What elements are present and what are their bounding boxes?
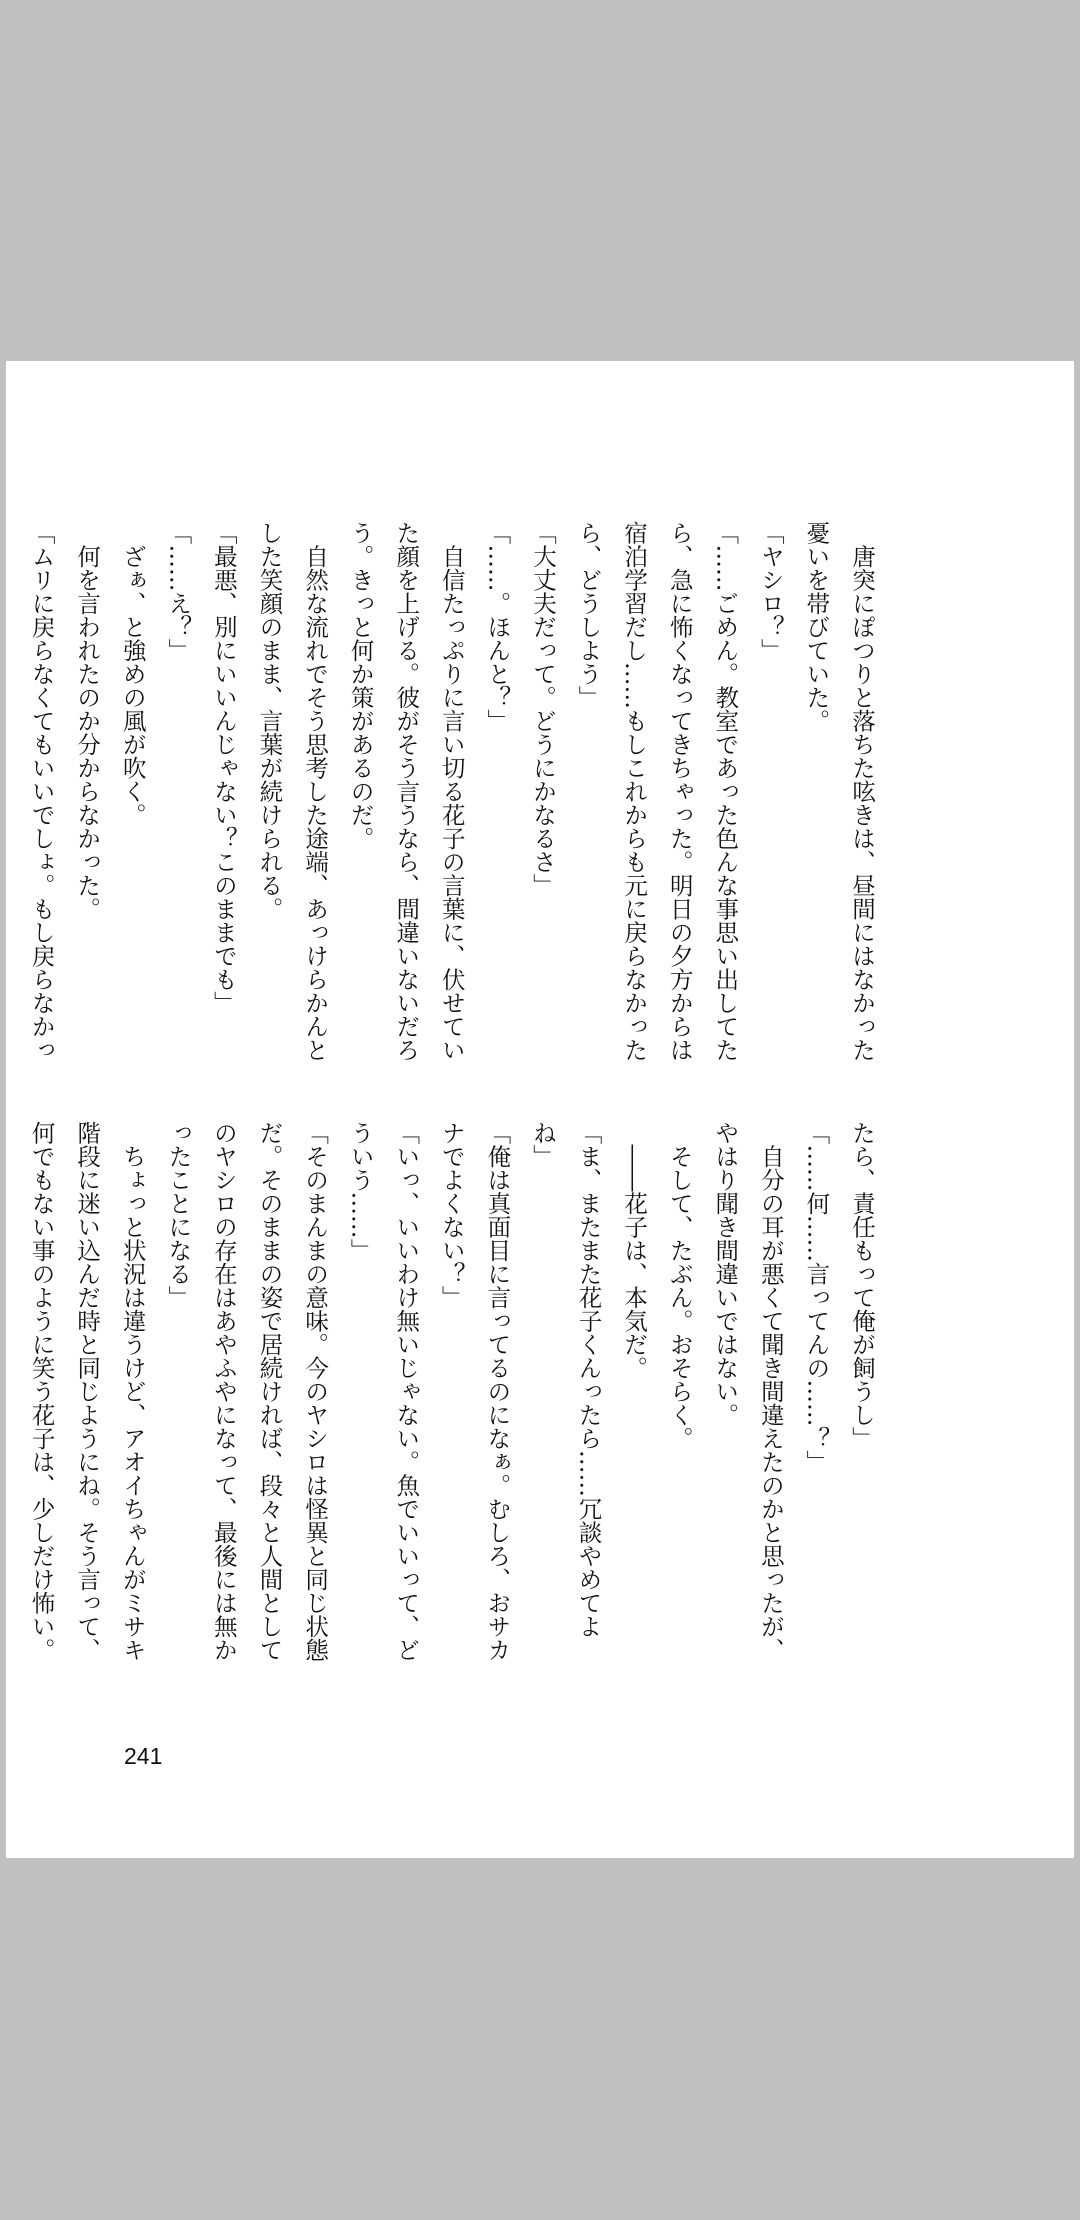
text-line: 自然な流れでそう思考した途端、あっけらかんと <box>301 521 330 1062</box>
text-line: 「そのまんまの意味。今のヤシロは怪異と同じ状態 <box>301 1121 330 1662</box>
text-line: ね」 <box>528 1121 557 1168</box>
text-line: やはり聞き間違いではない。 <box>711 1121 740 1427</box>
text-line: 「ムリに戻らなくてもいいでしょ。もし戻らなかっ <box>27 521 56 1062</box>
text-line: 「……え？」 <box>164 521 193 662</box>
text-line: 唐突にぽつりと落ちた呟きは、昼間にはなかった <box>848 521 876 1062</box>
text-line: ういう……」 <box>346 1121 375 1262</box>
text-line: 憂いを帯びていた。 <box>802 521 831 733</box>
text-line: ナでよくない？」 <box>437 1121 466 1309</box>
text-line: 自信たっぷりに言い切る花子の言葉に、伏せてい <box>437 521 466 1062</box>
text-line: 「ヤシロ？」 <box>756 521 785 662</box>
text-line: う。きっと何か策があるのだ。 <box>346 521 375 850</box>
text-line: 何でもない事のように笑う花子は、少しだけ怖い。 <box>27 1121 56 1662</box>
text-line: 「俺は真面目に言ってるのになぁ。むしろ、おサカ <box>483 1121 512 1662</box>
text-line: した笑顔のまま、言葉が続けられる。 <box>255 521 284 921</box>
text-line: のヤシロの存在はあやふやになって、最後には無か <box>209 1121 238 1662</box>
text-line: 「……。ほんと？」 <box>483 521 512 733</box>
text-line: ったことになる」 <box>164 1121 193 1309</box>
text-line: ら、どうしよう」 <box>574 521 603 709</box>
page-number: 241 <box>124 1743 163 1769</box>
text-line: ちょっと状況は違うけど、アオイちゃんがミサキ <box>118 1121 147 1662</box>
text-line: ――花子は、本気だ。 <box>620 1121 649 1380</box>
text-line: 「大丈夫だって。どうにかなるさ」 <box>528 521 557 897</box>
text-line: 「ま、またまた花子くんったら……冗談やめてよ <box>574 1121 603 1638</box>
text-line: 自分の耳が悪くて聞き間違えたのかと思ったが、 <box>756 1121 785 1662</box>
text-line: 宿泊学習だし……もしこれからも元に戻らなかった <box>620 521 649 1062</box>
text-line: 「……何……言ってんの……？」 <box>802 1121 831 1474</box>
text-line: た顔を上げる。彼がそう言うなら、間違いないだろ <box>392 521 421 1062</box>
text-line: だ。そのままの姿で居続ければ、段々と人間として <box>255 1121 284 1662</box>
text-line: ざぁ、と強めの風が吹く。 <box>118 521 147 827</box>
text-line: 「最悪、別にいいんじゃない？このままでも」 <box>209 521 238 1015</box>
text-line: 「……ごめん。教室であった色んな事思い出してた <box>711 521 740 1062</box>
text-line: たら、責任もって俺が飼うし」 <box>848 1121 876 1450</box>
text-line: 階段に迷い込んだ時と同じようにね。そう言って、 <box>73 1121 102 1662</box>
text-block-lower <box>18 1121 884 1681</box>
text-line: そして、たぶん。おそらく。 <box>665 1121 694 1450</box>
text-line: ら、急に怖くなってきちゃった。明日の夕方からは <box>665 521 694 1062</box>
text-line: 何を言われたのか分からなかった。 <box>73 521 102 921</box>
text-block-upper <box>18 521 884 1081</box>
text-line: 「いっ、いいわけ無いじゃない。魚でいいって、ど <box>392 1121 421 1662</box>
book-page <box>6 361 1074 1858</box>
